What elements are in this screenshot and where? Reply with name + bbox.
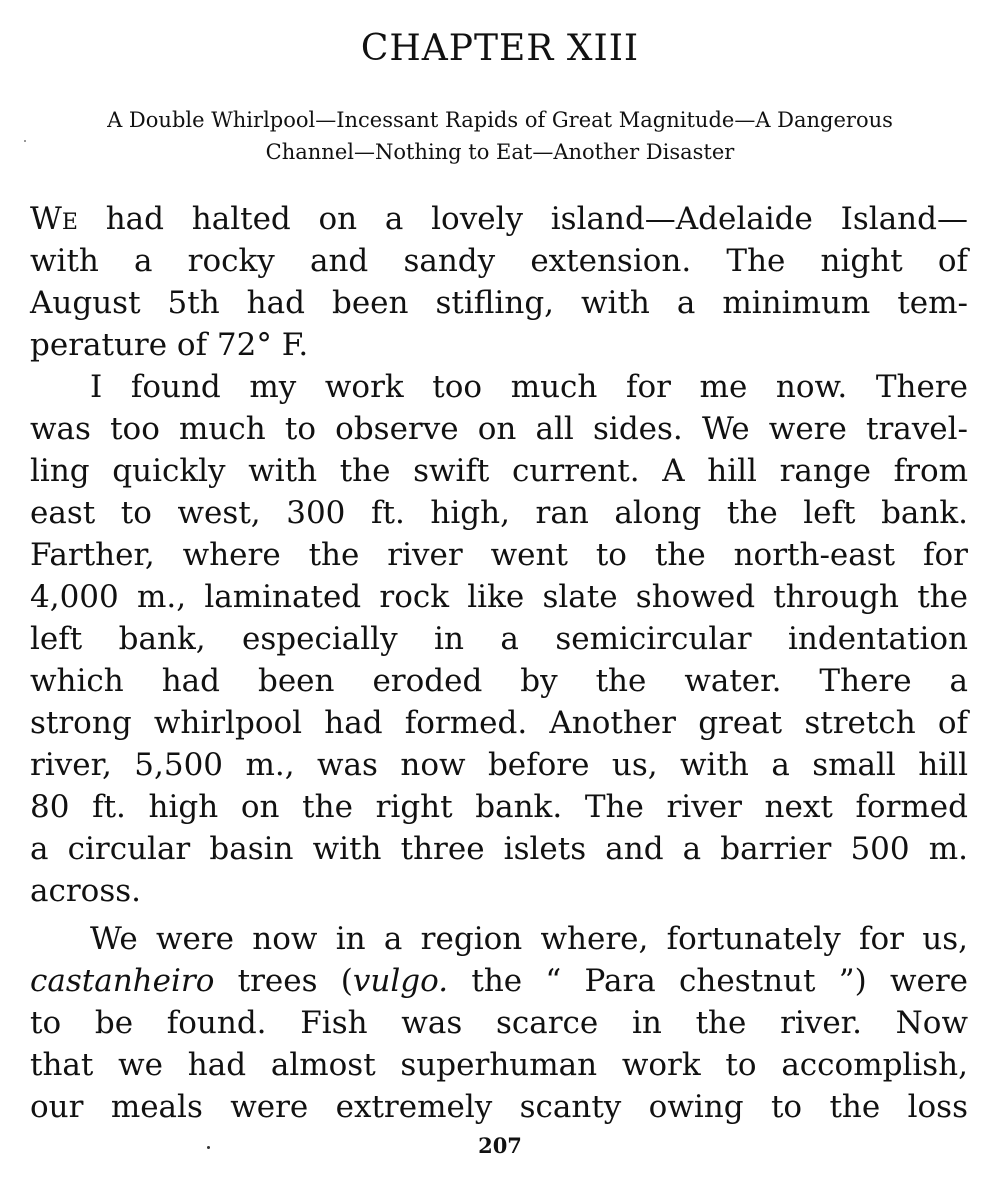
text-line: perature of 72° F.	[30, 327, 309, 363]
text-line: that we had almost superhuman work to accomplish,	[30, 1047, 968, 1083]
text-line: was too much to observe on all sides. We were travel-	[30, 411, 968, 447]
page-number: 207	[478, 1133, 522, 1158]
text-line	[30, 960, 968, 1002]
body-text	[30, 198, 968, 1128]
italic-term: castanheiro	[30, 963, 215, 999]
text-span: the “ Para chestnut ”) were	[448, 963, 968, 999]
text-line	[30, 198, 968, 240]
text-line: Farther, where the river went to the north-east for	[30, 537, 968, 573]
text-line: 80 ft. high on the right bank. The river next formed	[30, 789, 968, 825]
text-line: I found my work too much for me now. There	[90, 369, 968, 405]
text-line: August 5th had been stifling, with a minimum tem-	[30, 285, 968, 321]
text-line: 4,000 m., laminated rock like slate showed through the	[30, 579, 968, 615]
text-line: our meals were extremely scanty owing to the loss	[30, 1089, 968, 1125]
text-line: across.	[30, 873, 141, 909]
text-span: had halted on a lovely island—Adelaide Island—	[77, 201, 968, 237]
text-line: river, 5,500 m., was now before us, with a small hill	[30, 747, 968, 783]
opening-word: We	[30, 201, 78, 237]
text-line: which had been eroded by the water. There a	[30, 663, 968, 699]
text-line: with a rocky and sandy extension. The night of	[30, 243, 968, 279]
text-line: strong whirlpool had formed. Another great stretch of	[30, 705, 968, 741]
italic-term: vulgo.	[352, 963, 449, 999]
chapter-subtitle-line-1: A Double Whirlpool—Incessant Rapids of Great Magnitude—A Dangerous	[107, 108, 893, 132]
chapter-subtitle-line-2: Channel—Nothing to Eat—Another Disaster	[265, 140, 735, 164]
chapter-title: CHAPTER XIII	[360, 28, 640, 69]
scan-speck	[24, 140, 26, 142]
text-line: east to west, 300 ft. high, ran along the left bank.	[30, 495, 968, 531]
text-line: We were now in a region where, fortunately for us,	[90, 921, 968, 957]
text-line: to be found. Fish was scarce in the river. Now	[30, 1005, 968, 1041]
text-line: a circular basin with three islets and a barrier 500 m.	[30, 831, 968, 867]
text-span: trees (	[214, 963, 353, 999]
text-line: ling quickly with the swift current. A hill range from	[30, 453, 968, 489]
text-line: left bank, especially in a semicircular indentation	[30, 621, 968, 657]
